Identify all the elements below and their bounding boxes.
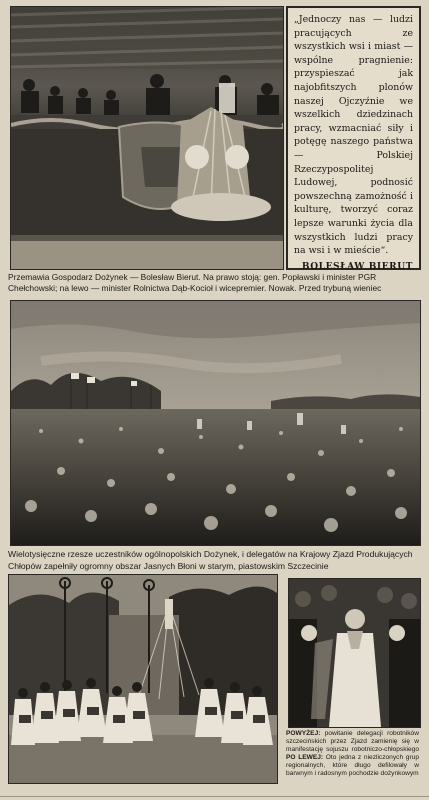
crowd-photo: [10, 300, 421, 546]
quote-box: [286, 6, 421, 270]
caption-tribune: Przemawia Gospodarz Dożynek — Bolesław Bierut. Na prawo stoją: gen. Popławski i minister PGR Chełchowski; na lewo — minister Rolnictwa Dąb-Kocioł i wicepremier. Nowak. Przed trybuną wieniec: [8, 272, 382, 293]
bottom-rule: [0, 796, 429, 797]
delegation-photo: [288, 578, 421, 728]
caption-crowd: Wielotysięczne rzesze uczestników ogólnopolskich Dożynek, i delegatów na Krajowy Zjazd Produkujących Chłopów zapełniły ogromny obszar Jasnych Błoni w starym, piastowskim Szczecinie: [8, 549, 413, 571]
caption-lead-left: PO LEWEJ:: [286, 754, 324, 761]
quote-author: BOLESŁAW BIERUT: [301, 261, 413, 272]
quote-text: „Jednoczy nas — ludzi pracujących ze wszystkich wsi i miast — wspólne pragnienie: przyspieszać jak najobfitszych plonów naszej Ojczyźnie we wszelkich dziedzinach pracy, wzmacniać siły i potęgę naszego państwa — Polskiej Rzeczypospolitej Ludowej, podnosić powszechną zamożność i kulturę, tworzyć coraz lepsze warunki życia dla wszystkich ludzi pracy na wsi i w mieście“.: [294, 14, 413, 257]
caption-lead-above: POWYŻEJ:: [286, 730, 321, 737]
tribune-photo: [10, 6, 284, 270]
dancers-photo: [8, 574, 278, 784]
caption-bottom: [286, 730, 419, 794]
caption-text-left: Oto jedna z niezliczonych grup regionalnych, które długo defilowały w barwnym i radosnym pochodzie dożynkowym: [286, 754, 419, 777]
caption-text-above: powitanie delegacji robotników szczecińskich przez Zjazd zamienię się w manifestację sojuszu robotniczo-chłopskiego: [286, 730, 419, 753]
